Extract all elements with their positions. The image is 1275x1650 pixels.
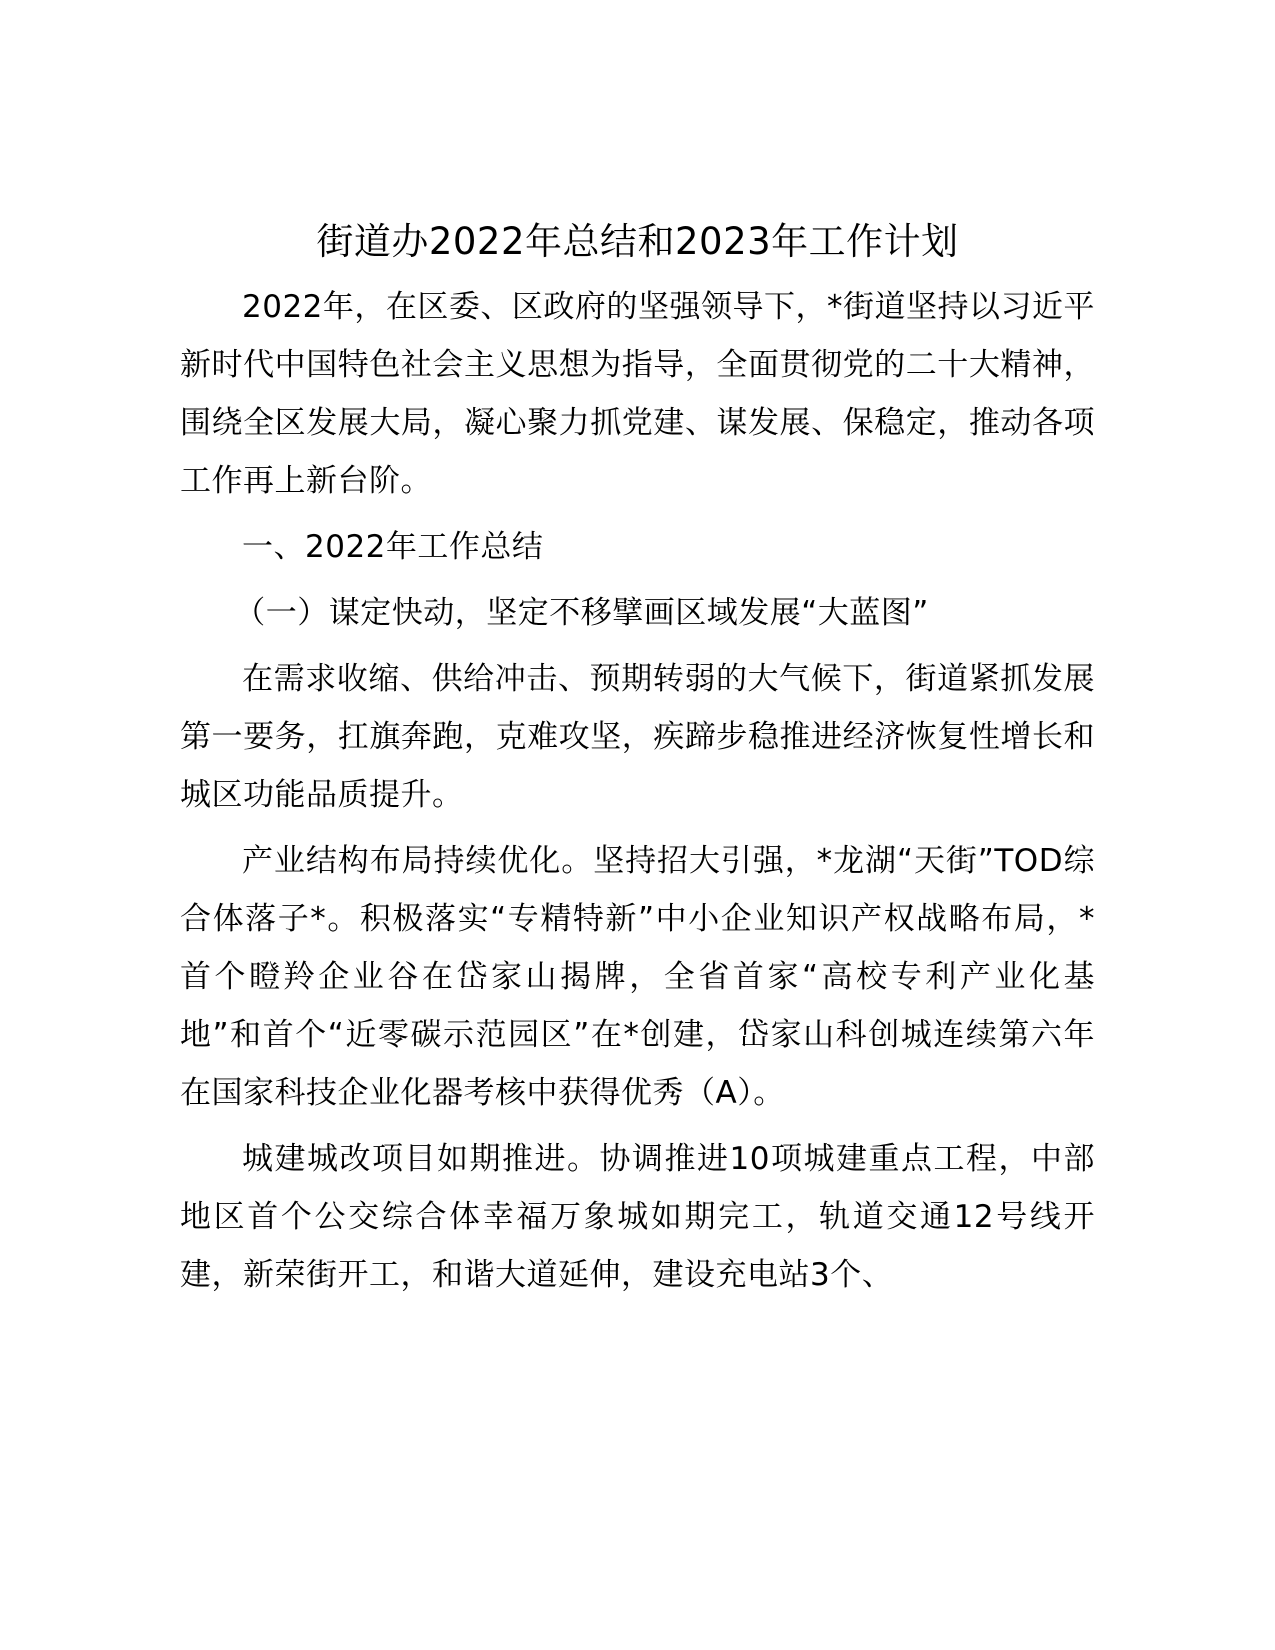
body-paragraph: 城建城改项目如期推进。协调推进10项城建重点工程，中部地区首个公交综合体幸福万象城如期完工，轨道交通12号线开建，新荣街开工，和谐大道延伸，建设充电站3个、 bbox=[180, 1141, 1095, 1293]
intro-paragraph: 2022年，在区委、区政府的坚强领导下，*街道坚持以习近平新时代中国特色社会主义思想为指导，全面贯彻党的二十大精神，围绕全区发展大局，凝心聚力抓党建、谋发展、保稳定，推动各项工作再上新台阶。 bbox=[180, 289, 1095, 499]
document-page bbox=[180, 212, 1095, 1304]
section-heading: 一、2022年工作总结 bbox=[242, 529, 544, 565]
document-title: 街道办2022年总结和2023年工作计划 bbox=[316, 220, 959, 263]
subsection-heading: （一）谋定快动，坚定不移擘画区域发展“大蓝图” bbox=[234, 595, 929, 631]
body-paragraph: 产业结构布局持续优化。坚持招大引强，*龙湖“天街”TOD综合体落子*。积极落实“专精特新”中小企业知识产权战略布局，*首个瞪羚企业谷在岱家山揭牌，全省首家“高校专利产业化基地”和首个“近零碳示范园区”在*创建，岱家山科创城连续第六年在国家科技企业化器考核中获得优秀（A）。 bbox=[180, 843, 1095, 1111]
body-paragraph: 在需求收缩、供给冲击、预期转弱的大气候下，街道紧抓发展第一要务，扛旗奔跑，克难攻坚，疾蹄步稳推进经济恢复性增长和城区功能品质提升。 bbox=[180, 661, 1095, 813]
